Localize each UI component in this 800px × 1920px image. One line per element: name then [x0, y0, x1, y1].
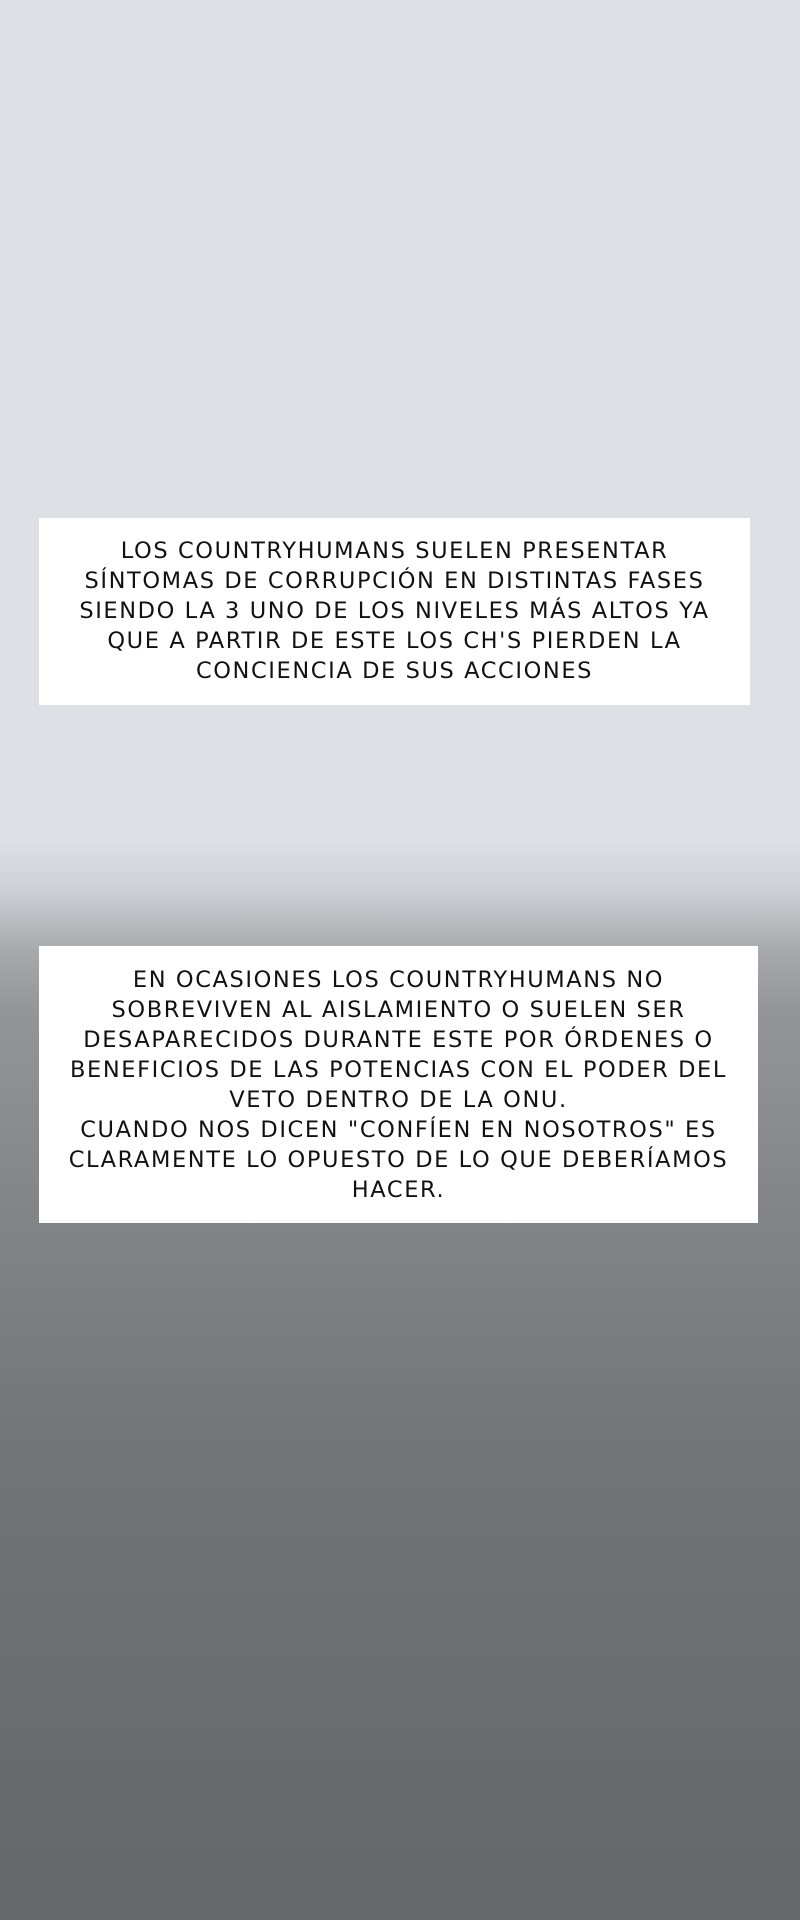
caption-text-isolation: EN OCASIONES LOS COUNTRYHUMANS NO SOBREVIVEN AL AISLAMIENTO O SUELEN SER DESAPARECIDOS DURANTE ESTE POR ÓRDENES O BENEFICIOS DE LAS POTENCIAS CON EL PODER DEL VETO DENTRO DE LA ONU. CUANDO NOS DICEN "CONFÍEN EN NOSOTROS" ES CLARAMENTE LO OPUESTO DE LO QUE DEBERÍAMOS HACER. [68, 966, 729, 1203]
caption-box-isolation [39, 946, 758, 1223]
caption-text-corruption-phases: LOS COUNTRYHUMANS SUELEN PRESENTAR SÍNTOMAS DE CORRUPCIÓN EN DISTINTAS FASES SIENDO LA 3 UNO DE LOS NIVELES MÁS ALTOS YA QUE A PARTIR DE ESTE LOS CH'S PIERDEN LA CONCIENCIA DE SUS ACCIONES [79, 537, 710, 684]
caption-box-corruption-phases [39, 518, 750, 705]
